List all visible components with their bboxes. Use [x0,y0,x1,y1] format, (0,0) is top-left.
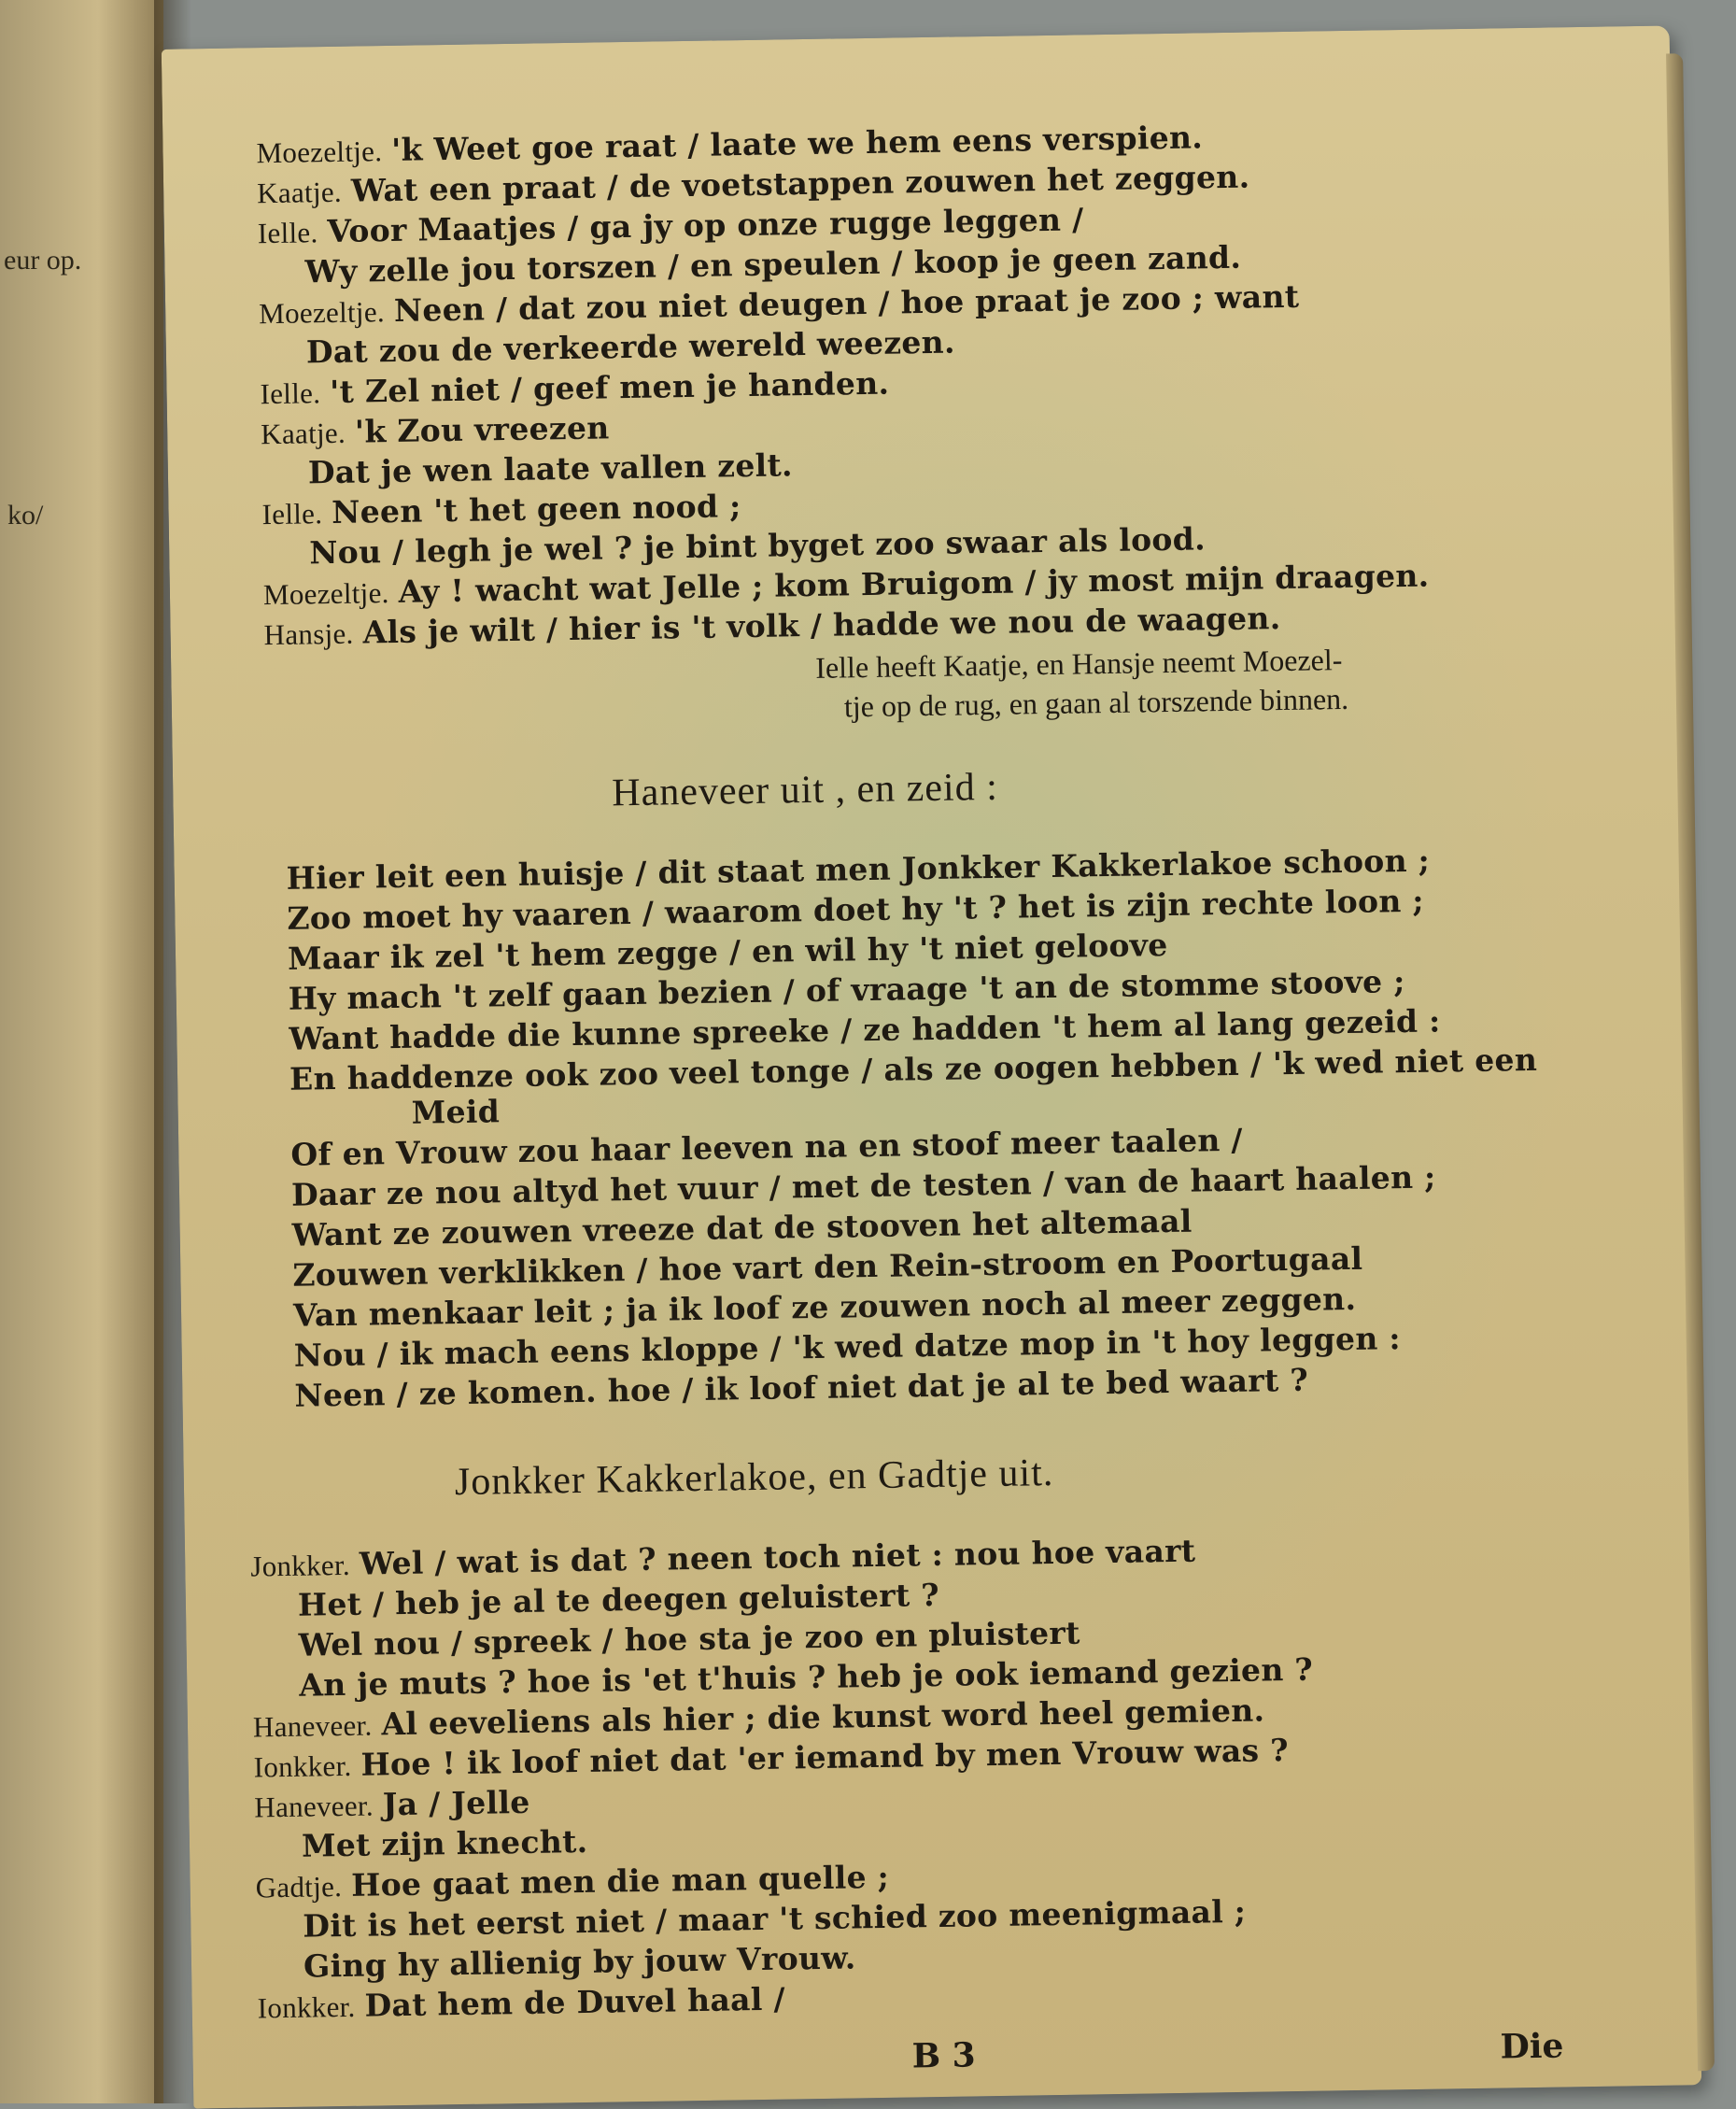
speaker-label: Haneveer. [252,1708,373,1744]
signature-mark: B 3 [911,2035,976,2076]
verse-line: Meid [411,1093,501,1131]
page-text [162,25,1701,2108]
verse-line [254,1784,530,1825]
verse-text: Wy zelle jou torszen / en speulen / koop je geen zand. [304,238,1242,290]
section-heading: Jonkker Kakkerlakoe, en Gadtje uit. [454,1451,1054,1505]
verse-text: 'k Zou vreezen [354,409,610,450]
verse-line: Neen / ze komen. hoe / ik loof niet dat je al te bed waart ? [294,1361,1309,1414]
verse-line [257,1981,785,2026]
speaker-label: Kaatje. [256,175,343,210]
verse-text: Hoe ! ik loof niet dat 'er iemand by men Vrouw was ? [360,1732,1290,1783]
verse-text: Ging hy allienig by jouw Vrouw. [303,1939,856,1985]
verse-text: Het / heb je al te deegen geluistert ? [297,1576,940,1623]
stage-direction: tje op de rug, en gaan al torszende binnen. [843,681,1349,724]
verse-line: Nou / ik mach eens kloppe / 'k wed datze mop in 't hoy leggen : [293,1320,1402,1374]
speaker-label: Ionkker. [257,1989,356,2025]
speaker-label: Ielle. [260,376,321,411]
verse-line: Hy mach 't zelf gaan bezien / of vraage 't an de stomme stoove ; [288,963,1406,1017]
verse-text: Hoe gaat men die man quelle ; [350,1858,890,1904]
verse-line [255,1859,889,1905]
speaker-label: Ielle. [257,216,318,250]
verse-text: An je muts ? hoe is 'et t'huis ? heb je ook iemand gezien ? [299,1650,1314,1704]
verse-text: Dat je wen laate vallen zelt. [307,446,794,491]
verse-text: Als je wilt / hier is 't volk / hadde we nou de waagen. [362,600,1281,651]
verse-line [302,1823,588,1864]
speaker-label: Jonkker. [250,1548,351,1583]
verse-line: Of en Vrouw zou haar leeven na en stoof meer taalen / [290,1121,1244,1173]
verse-line [303,1939,856,1984]
verse-line [306,324,955,371]
verse-text: Dat zou de verkeerde wereld weezen. [305,323,956,371]
verse-text: Al eeveliens als hier ; die kunst word heel gemien. [381,1691,1265,1743]
speaker-label: Moezeltje. [256,134,383,170]
catchword: Die [1500,2026,1564,2067]
verse-text: Dat hem de Duvel haal / [364,1980,786,2024]
verse-text: 't Zel niet / geef men je handen. [329,364,890,411]
left-page [0,0,163,2103]
verse-text: Neen / dat zou niet deugen / hoe praat je zoo ; want [393,277,1300,329]
verse-text: Wel nou / spreek / hoe sta je zoo en pluistert [298,1614,1080,1663]
verse-text: 'k Weet goe raat / laate we hem eens verspien. [390,119,1204,168]
verse-line [260,365,889,412]
verse-line: En haddenze ook zoo veel tonge / als ze oogen hebben / 'k wed niet een [289,1040,1538,1097]
verse-line: Want ze zouwen vreeze dat de stooven het altemaal [291,1202,1193,1253]
verse-text: Ja / Jelle [382,1783,530,1823]
left-page-fragment: ko/ [7,500,44,531]
right-page [162,25,1701,2108]
speaker-label: Moezeltje. [258,295,386,331]
verse-text: Met zijn knecht. [301,1822,588,1864]
speaker-label: Ielle. [261,497,323,531]
verse-line: Hier leit een huisje / dit staat men Jonkker Kakkerlakoe schoon ; [286,842,1431,897]
verse-text: Voor Maatjes / ga jy op onze rugge leggen / [327,201,1084,250]
section-heading: Haneveer uit , en zeid : [611,765,999,815]
speaker-label: Gadtje. [255,1870,343,1904]
verse-line: Van menkaar leit ; ja ik loof ze zouwen noch al meer zeggen. [292,1280,1357,1334]
verse-text: Neen 't het geen nood ; [331,488,741,531]
verse-text: Dit is het eerst niet / maar 't schied zoo meenigmaal ; [303,1892,1247,1945]
verse-text: Wel / wat is dat ? neen toch niet : nou hoe vaart [359,1532,1196,1582]
speaker-label: Kaatje. [260,416,346,451]
left-page-fragment: eur op. [4,245,82,276]
verse-line [298,1577,940,1623]
speaker-label: Haneveer. [254,1789,374,1824]
verse-line: Daar ze nou altyd het vuur / met de testen / van de haart haalen ; [290,1158,1436,1213]
verse-text: Nou / legh je wel ? je bint byget zoo swaar als lood. [308,520,1207,572]
verse-text: Ay ! wacht wat Jelle ; kom Bruigom / jy most mijn draagen. [398,557,1430,610]
verse-line [308,446,793,490]
verse-line: Zoo moet hy vaaren / waarom doet hy 't ? het is zijn rechte loon ; [287,882,1425,937]
stage-direction: Ielle heeft Kaatje, en Hansje neemt Moezel- [814,643,1343,685]
speaker-label: Moezeltje. [262,576,389,612]
speaker-label: Hansje. [263,616,354,652]
verse-line [250,1533,1196,1584]
verse-line [261,409,610,451]
verse-line: Zouwen verklikken / hoe vart den Rein-stroom en Poortugaal [292,1239,1363,1294]
verse-text: Wat een praat / de voetstappen zouwen het zeggen. [350,158,1250,209]
speaker-label: Ionkker. [253,1748,352,1784]
verse-line: Maar ik zel 't hem zegge / en wil hy 't niet geloove [287,927,1168,977]
verse-line [261,488,741,531]
verse-line: Want hadde die kunne spreeke / ze hadden 't hem al lang gezeid : [289,1002,1441,1057]
